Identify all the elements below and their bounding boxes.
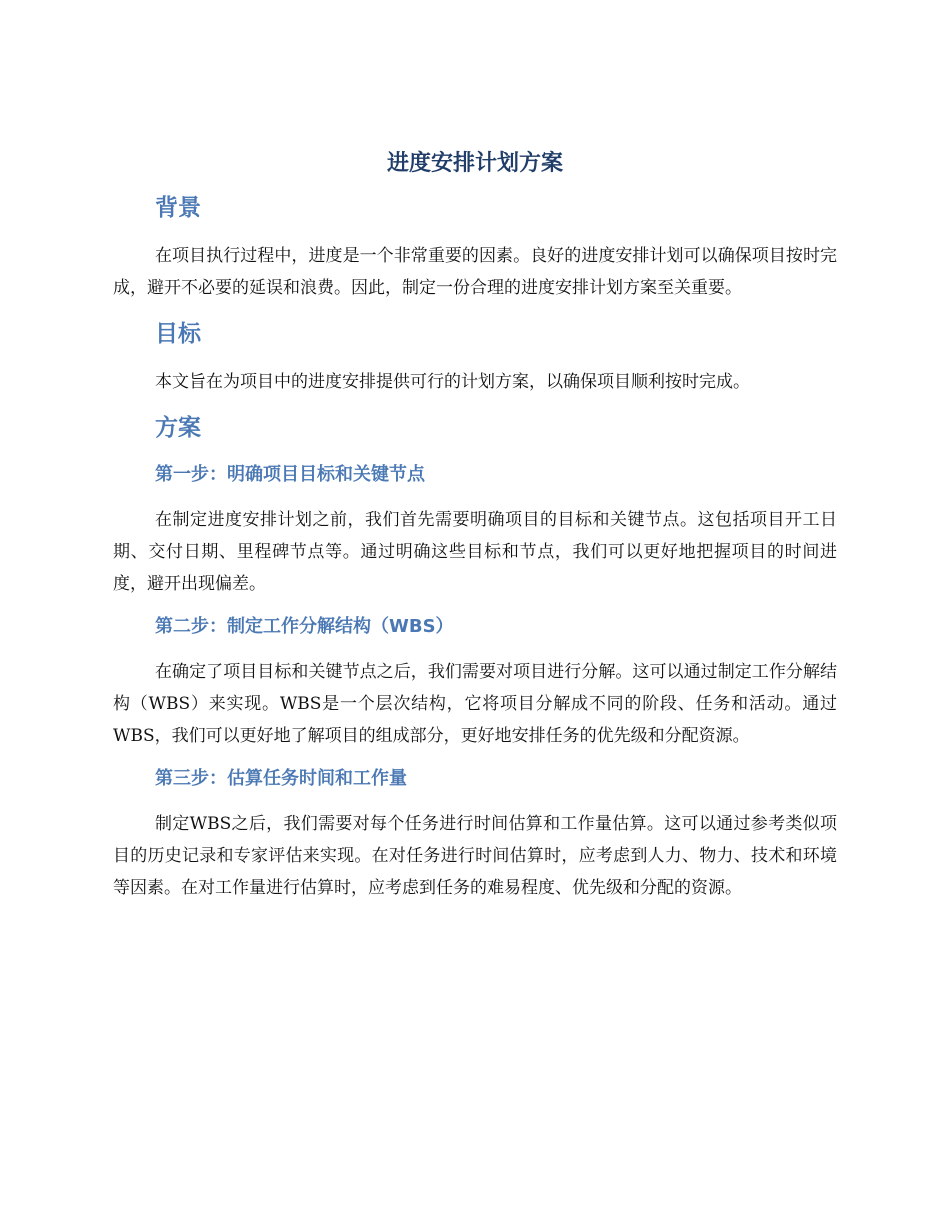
step-heading-3: 第三步：估算任务时间和工作量	[155, 768, 407, 789]
step-paragraph-2: 在确定了项目目标和关键节点之后，我们需要对项目进行分解。这可以通过制定工作分解结构（WBS）来实现。WBS是一个层次结构，它将项目分解成不同的阶段、任务和活动。通过WBS，我们可以更好地了解项目的组成部分，更好地安排任务的优先级和分配资源。	[113, 662, 837, 746]
section-heading-goal: 目标	[155, 321, 201, 347]
step-paragraph-3: 制定WBS之后，我们需要对每个任务进行时间估算和工作量估算。这可以通过参考类似项目的历史记录和专家评估来实现。在对任务进行时间估算时，应考虑到人力、物力、技术和环境等因素。在对工作量进行估算时，应考虑到任务的难易程度、优先级和分配的资源。	[113, 814, 837, 898]
document-title: 进度安排计划方案	[386, 151, 563, 176]
step-heading-1: 第一步：明确项目目标和关键节点	[155, 464, 425, 485]
section-heading-plan: 方案	[155, 415, 201, 441]
goal-paragraph: 本文旨在为项目中的进度安排提供可行的计划方案，以确保项目顺利按时完成。	[155, 372, 750, 392]
section-heading-background: 背景	[155, 195, 201, 221]
step-heading-2: 第二步：制定工作分解结构（WBS）	[155, 616, 454, 637]
step-paragraph-1: 在制定进度安排计划之前，我们首先需要明确项目的目标和关键节点。这包括项目开工日期、交付日期、里程碑节点等。通过明确这些目标和节点，我们可以更好地把握项目的时间进度，避开出现偏差。	[113, 510, 837, 594]
background-paragraph: 在项目执行过程中，进度是一个非常重要的因素。良好的进度安排计划可以确保项目按时完成，避开不必要的延误和浪费。因此，制定一份合理的进度安排计划方案至关重要。	[113, 246, 837, 298]
